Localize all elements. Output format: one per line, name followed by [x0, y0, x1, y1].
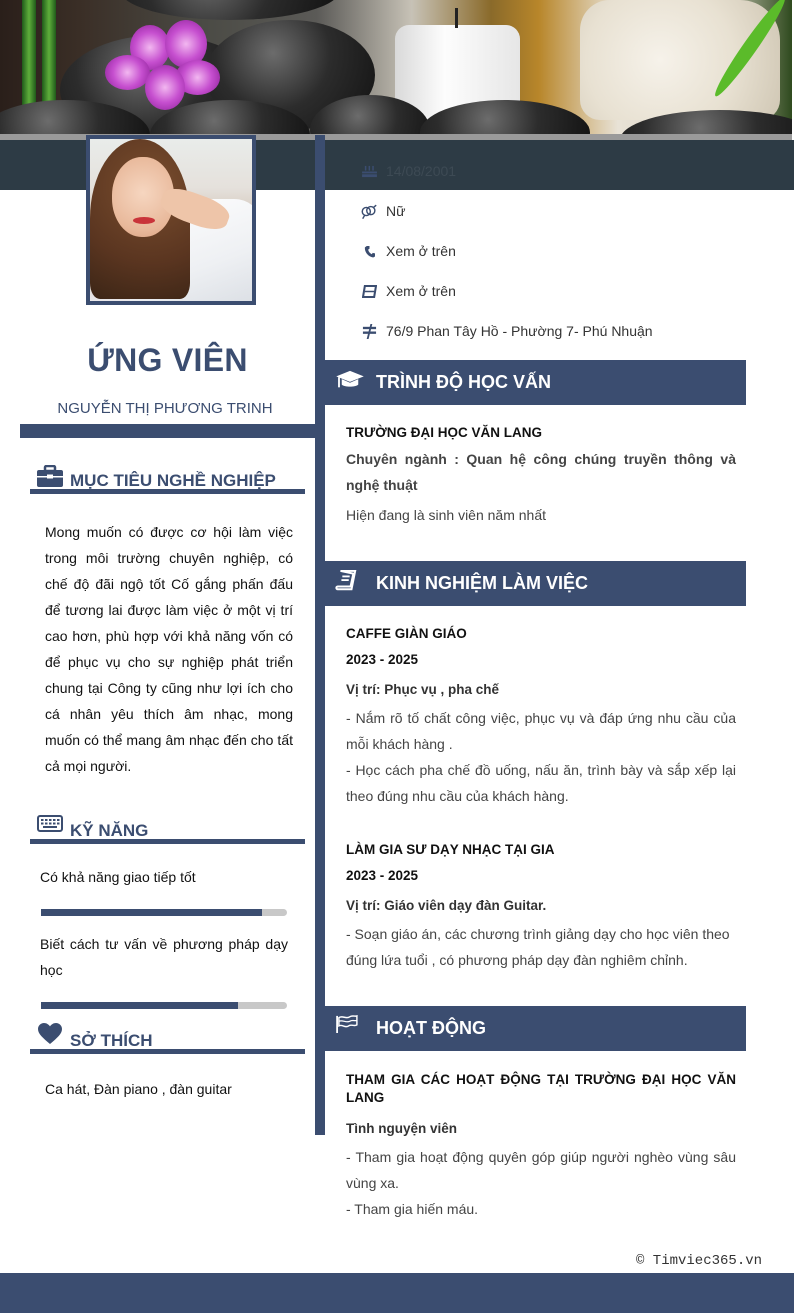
contact-address	[360, 320, 653, 342]
keyboard-icon	[37, 815, 63, 839]
footer-bar	[0, 1273, 794, 1313]
activity-entry	[346, 1071, 736, 1222]
activity-title: THAM GIA CÁC HOẠT ĐỘNG TẠI TRƯỜNG ĐẠI HỌC VĂN LANG	[346, 1072, 736, 1105]
bamboo-decoration	[42, 0, 56, 110]
graduation-cap-icon	[335, 369, 367, 395]
contact-gender	[360, 200, 405, 222]
activity-role: Tình nguyện viên	[346, 1121, 458, 1136]
profile-title: ỨNG VIÊN	[87, 342, 248, 378]
section-heading-label: KỸ NĂNG	[70, 821, 149, 840]
activity-detail: - Tham gia hoạt động quyên góp giúp người nghèo vùng sâu vùng xa.	[346, 1149, 736, 1191]
skill-level-fill	[41, 909, 262, 916]
company-name: LÀM GIA SƯ DẠY NHẠC TẠI GIA	[346, 842, 555, 857]
school-name: TRƯỜNG ĐẠI HỌC VĂN LANG	[346, 425, 542, 440]
skill-level-bar	[41, 909, 287, 916]
bamboo-decoration	[22, 0, 36, 110]
address-signpost-icon	[360, 323, 378, 339]
phone-value: Xem ở trên	[386, 243, 456, 259]
skill-name: Biết cách tư vấn về phương pháp dạy học	[40, 936, 288, 978]
career-objective-text: Mong muốn có được cơ hội làm việc trong môi trường chuyên nghiệp, có chế độ đãi ngộ tốt Cố gắng phấn đấu để tương lai được làm việc ở một vị trí cao hơn, phù hợp với khả năng vốn có để phục vụ cho sự nghiệp phát triển chung tại Công ty cũng như lợi ích cho cá nhân yêu thích âm nhạc, mong muốn có thể mang âm nhạc đến cho tất cả mọi người.	[45, 524, 293, 774]
candle-wick	[455, 8, 458, 28]
heart-icon	[38, 1023, 64, 1047]
section-heading-label: MỤC TIÊU NGHỀ NGHIỆP	[70, 471, 276, 490]
towel-decoration	[580, 0, 780, 120]
experience-period: 2023 - 2025	[346, 868, 419, 883]
flag-icon	[335, 1015, 367, 1041]
email-value: Xem ở trên	[386, 283, 456, 299]
avatar	[90, 139, 252, 301]
name-divider	[20, 424, 315, 438]
contact-phone	[360, 240, 456, 262]
contact-email	[360, 280, 456, 302]
experience-period: 2023 - 2025	[346, 652, 419, 667]
book-icon	[335, 570, 367, 596]
experience-detail: - Nắm rõ tố chất công việc, phục vụ và đáp ứng nhu cầu của mỗi khách hàng .	[346, 710, 736, 752]
company-name: CAFFE GIÀN GIÁO	[346, 626, 467, 641]
skill-level-bar	[41, 1002, 287, 1009]
section-heading-experience	[325, 561, 746, 606]
section-heading-label: TRÌNH ĐỘ HỌC VẤN	[376, 372, 551, 392]
skill-level-fill	[41, 1002, 238, 1009]
avatar-frame	[86, 135, 256, 305]
section-heading-education	[325, 360, 746, 405]
briefcase-icon	[37, 465, 63, 489]
section-heading-skills	[30, 816, 305, 844]
candidate-name: NGUYỄN THỊ PHƯƠNG TRINH	[57, 400, 273, 417]
email-icon	[360, 283, 378, 299]
orchid-decoration	[100, 15, 230, 115]
column-divider	[315, 135, 325, 1135]
section-heading-objective	[30, 466, 305, 494]
experience-detail: - Soạn giáo án, các chương trình giảng dạy cho học viên theo đúng lứa tuổi , có phương pháp dạy đàn nghiêm chỉnh.	[346, 926, 730, 968]
birthday-cake-icon	[360, 163, 378, 179]
address-value: 76/9 Phan Tây Hồ - Phường 7- Phú Nhuận	[386, 323, 653, 339]
section-heading-activities	[325, 1006, 746, 1051]
copyright-text: © Timviec365.vn	[636, 1253, 763, 1269]
section-heading-label: HOẠT ĐỘNG	[376, 1018, 486, 1038]
gender-value: Nữ	[386, 203, 406, 219]
experience-position: Vị trí: Giáo viên dạy đàn Guitar.	[346, 898, 547, 913]
experience-entry	[346, 626, 736, 809]
contact-birthday	[360, 160, 456, 182]
experience-detail: - Học cách pha chế đồ uống, nấu ăn, trình bày và sắp xếp lại theo đúng nhu cầu của khách hàng.	[346, 762, 736, 804]
birthday-value: 14/08/2001	[386, 163, 457, 179]
experience-position: Vị trí: Phục vụ , pha chế	[346, 682, 500, 697]
hobbies-text: Ca hát, Đàn piano , đàn guitar	[45, 1081, 232, 1097]
header-banner-image	[0, 0, 792, 135]
education-entry	[346, 425, 736, 528]
section-heading-label: KINH NGHIỆM LÀM VIỆC	[376, 573, 589, 593]
education-major: Chuyên ngành : Quan hệ công chúng truyền thông và nghệ thuật	[346, 451, 736, 493]
section-heading-hobbies	[30, 1026, 305, 1054]
experience-entry	[346, 842, 736, 973]
education-note: Hiện đang là sinh viên năm nhất	[346, 507, 547, 523]
section-heading-label: SỞ THÍCH	[70, 1031, 153, 1050]
skill-name: Có khả năng giao tiếp tốt	[40, 869, 196, 885]
gender-icon	[360, 203, 378, 219]
phone-icon	[360, 243, 378, 259]
activity-detail: - Tham gia hiến máu.	[346, 1201, 479, 1217]
